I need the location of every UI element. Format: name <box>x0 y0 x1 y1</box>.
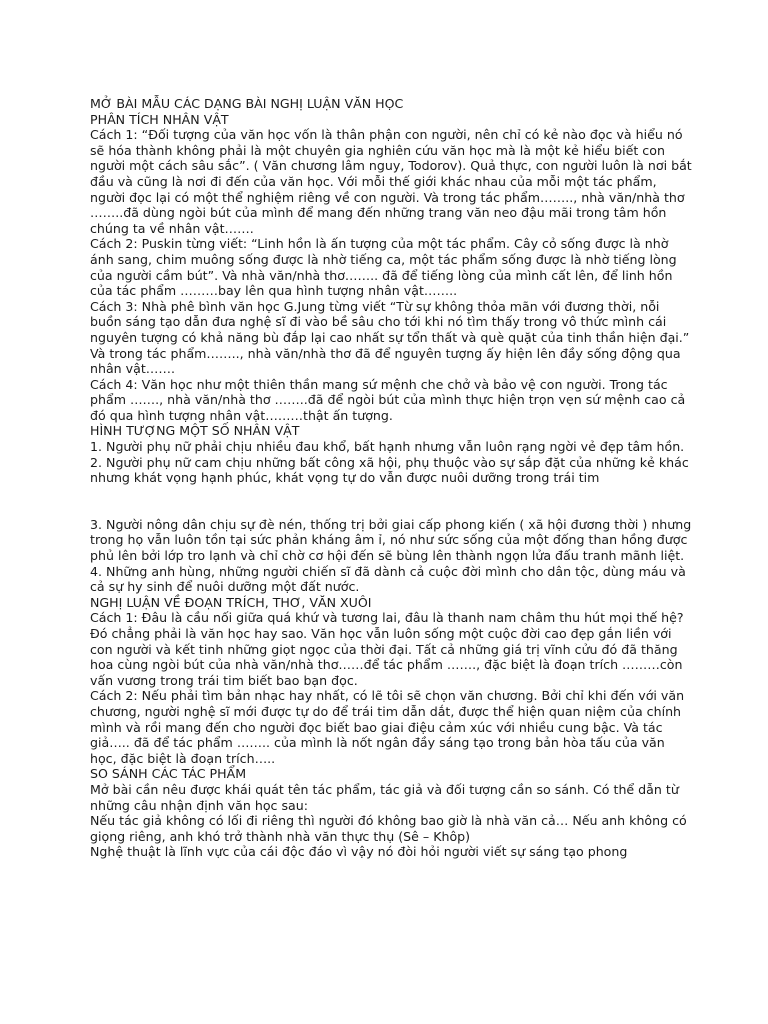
list-item-4: 4. Những anh hùng, những người chiến sĩ đã dành cả cuộc đời mình cho dân tộc, dùng máu và cả sự hy sinh để nuôi dưỡng một đất nước. <box>90 563 686 595</box>
paragraph-method-3: Cách 3: Nhà phê bình văn học G.Jung từng viết “Từ sự không thỏa mãn với đương thời, nỗi buồn sáng tạo dẫn đưa nghệ sĩ đi vào bề sâu cho tới khi nó tìm thấy trong vô thức mình cái nguyên tượng có khả năng bù đắp lại cao nhất sự tổn thất và què quặt của tinh thần hiện đại.” Và trong tác phẩm…….., nhà văn/nhà thơ đã để nguyên tượng ấy hiện lên đầy sống động qua nhân vật……. <box>90 298 690 377</box>
blank-line <box>90 486 694 517</box>
list-item-3: 3. Người nông dân chịu sự đè nén, thống trị bởi giai cấp phong kiến ( xã hội đương thời ) nhưng trong họ vẫn luôn tồn tại sức phản kháng âm ỉ, nó như sức sống của một đống than hồng được phủ lên bởi lớp tro lạnh và chỉ chờ cơ hội đến sẽ bùng lên thành ngọn lửa đấu tranh mãnh liệt. <box>90 516 692 564</box>
paragraph-method-1: Cách 1: “Đối tượng của văn học vốn là thân phận con người, nên chỉ có kẻ nào đọc và hiểu nó sẽ hóa thành không phải là một chuyên gia nghiên cứu văn học mà là một kẻ hiểu biết con người một cách sâu sắc”. ( Văn chương lâm nguy, Todorov). Quả thực, con người luôn là nơi bắt đầu và cũng là nơi đi đến của văn học. Với mỗi thế giới khác nhau của mỗi một tác phẩm, người đọc lại có một thể nghiệm riêng về con người. Và trong tác phẩm…….., nhà văn/nhà thơ ……..đã dùng ngòi bút của mình để mang đến những trang văn neo đậu mãi trong tâm hồn chúng ta về nhân vật……. <box>90 127 692 236</box>
list-item-1: 1. Người phụ nữ phải chịu nhiều đau khổ, bất hạnh nhưng vẫn luôn rạng ngời vẻ đẹp tâm hồn. <box>90 439 685 455</box>
paragraph-art-originality: Nghệ thuật là lĩnh vực của cái độc đáo vì vậy nó đòi hỏi người viết sự sáng tạo phong <box>90 844 628 860</box>
paragraph-method-2: Cách 2: Puskin từng viết: “Linh hồn là ấn tượng của một tác phẩm. Cây cỏ sống được là nhờ ánh sang, chim muông sống được là nhờ tiếng ca, một tác phẩm sống được là nhờ tiếng lòng của người cầm bút”. Và nhà văn/nhà thơ…….. đã để tiếng lòng của mình cất lên, để linh hồn của tác phẩm ………bay lên qua hình tượng nhân vật…….. <box>90 236 677 299</box>
section-heading-excerpt-analysis: NGHỊ LUẬN VỀ ĐOẠN TRÍCH, THƠ, VĂN XUÔI <box>90 594 372 610</box>
section-heading-character-analysis: PHÂN TÍCH NHÂN VẬT <box>90 111 229 127</box>
list-item-2: 2. Người phụ nữ cam chịu những bất công xã hội, phụ thuộc vào sự sắp đặt của những kẻ khác nhưng khát vọng hạnh phúc, khát vọng tự do vẫn được nuôi dưỡng trong trái tim <box>90 454 689 486</box>
document-body <box>90 96 694 860</box>
document-title: MỞ BÀI MẪU CÁC DẠNG BÀI NGHỊ LUẬN VĂN HỌC <box>90 96 404 111</box>
paragraph-excerpt-method-1: Cách 1: Đâu là cầu nối giữa quá khứ và tương lai, đâu là thanh nam châm thu hút mọi thế hệ? Đó chẳng phải là văn học hay sao. Văn học vẫn luôn sống một cuộc đời cao đẹp gắn liền với con người và kết tinh những giọt ngọc của thời đại. Tất cả những giá trị vĩnh cửu đó đã thăng hoa cùng ngòi bút của nhà văn/nhà thơ……để tác phẩm ……., đặc biệt là đoạn trích ………còn vấn vương trong trái tim biết bao bạn đọc. <box>90 610 684 688</box>
paragraph-excerpt-method-2: Cách 2: Nếu phải tìm bản nhạc hay nhất, có lẽ tôi sẽ chọn văn chương. Bởi chỉ khi đến với văn chương, người nghệ sĩ mới được tự do để trái tim dẫn dắt, được thể hiện quan niệm của chính mình và rồi mang đến cho người đọc biết bao giai điệu cảm xúc với nhiều cung bậc. Và tác giả….. đã để tác phẩm …….. của mình là nốt ngân đầy sáng tạo trong bản hòa tấu của văn học, đặc biệt là đoạn trích….. <box>90 688 685 766</box>
paragraph-quote-chekhov: Nếu tác giả không có lối đi riêng thì người đó không bao giờ là nhà văn cả… Nếu anh không có giọng riêng, anh khó trở thành nhà văn thực thụ (Sê – Khôp) <box>90 813 687 844</box>
paragraph-comparison-intro: Mở bài cần nêu được khái quát tên tác phẩm, tác giả và đối tượng cần so sánh. Có thể dẫn từ những câu nhận định văn học sau: <box>90 781 679 813</box>
section-heading-comparison: SO SÁNH CÁC TÁC PHẨM <box>90 766 247 782</box>
section-heading-character-images: HÌNH TƯỢNG MỘT SỐ NHÂN VẬT <box>90 423 300 439</box>
paragraph-method-4: Cách 4: Văn học như một thiên thần mang sứ mệnh che chở và bảo vệ con người. Trong tác phẩm ……., nhà văn/nhà thơ ……..đã để ngòi bút của mình thực hiện trọn vẹn sứ mệnh cao cả đó qua hình tượng nhân vật………thật ấn tượng. <box>90 376 686 423</box>
